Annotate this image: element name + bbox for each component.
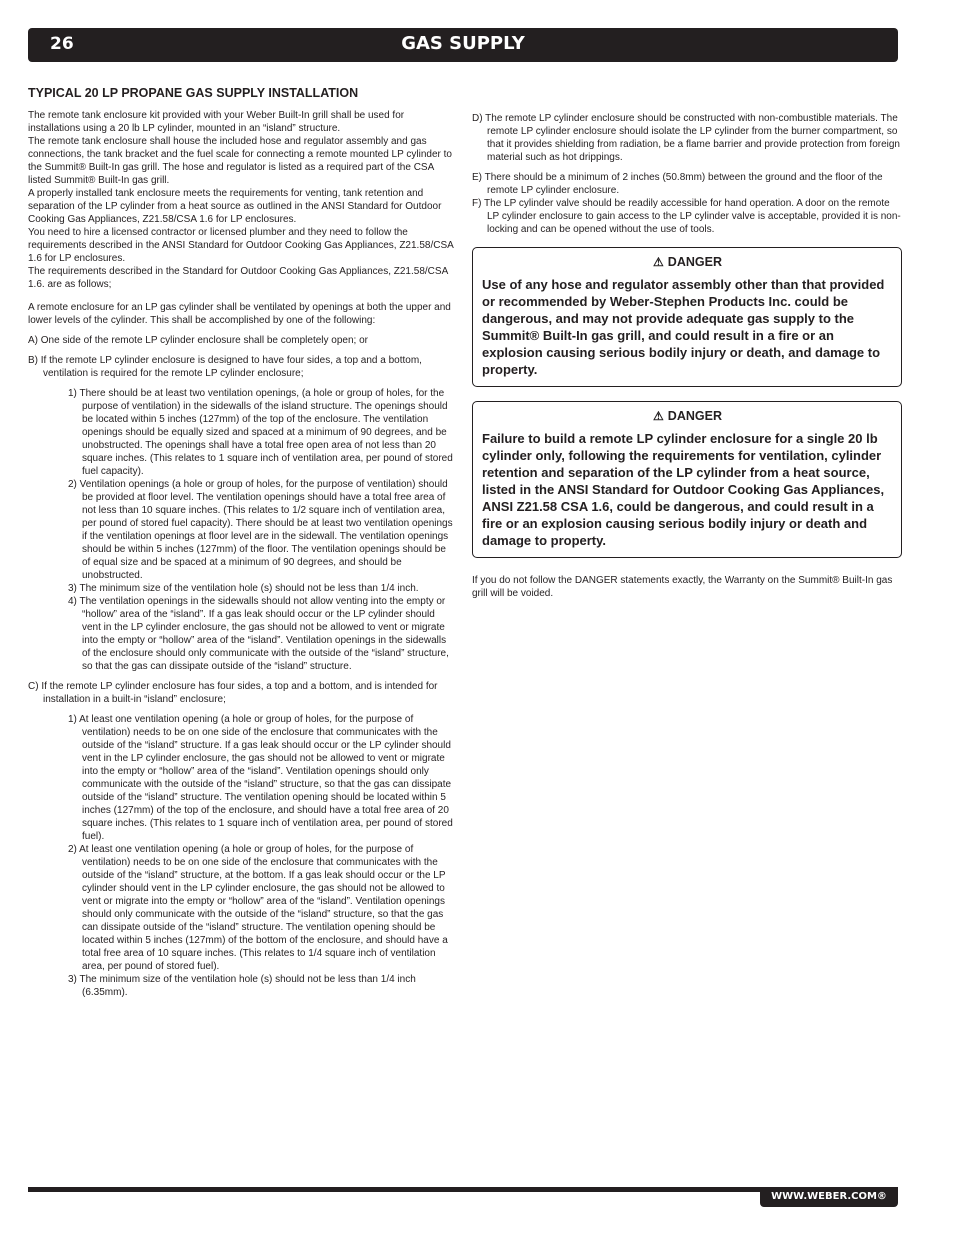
option-c: C) If the remote LP cylinder enclosure has four sides, a top and a bottom, and is intended for installation in a built-in “island” enclosure; — [28, 681, 438, 705]
section-heading: TYPICAL 20 LP PROPANE GAS SUPPLY INSTALLATION — [28, 86, 359, 100]
intro-paragraph: The remote tank enclosure kit provided with your Weber Built-In grill shall be used for installations using a 20 lb LP cylinder, mounted in an “island” structure. — [28, 110, 405, 134]
option-c-item: 2) At least one ventilation opening (a hole or group of holes, for the purpose of ventilation) needs to be on one side of the enclosure that communicates with the outside of the “island” structure, at the bottom. If a gas leak should occur or the LP cylinder should vent in the LP cylinder enclosure, the gas should not be allowed to vent or migrate into the empty or “hollow” area of the “island”. Ventilation openings should only communicate with the outside of the “island” structure, so that the gas can dissipate outside of the “island” structure. The ventilation opening should be located within 5 inches (127mm) of the bottom of the enclosure, and should have a total free area of 10 square inches. (This relates to 1/4 square inch of ventilation area, per pound of stored fuel). — [68, 844, 448, 972]
left-column — [28, 86, 456, 999]
danger-box-hose — [472, 247, 902, 387]
page-number: 26 — [50, 34, 74, 54]
option-b-item: 2) Ventilation openings (a hole or group of holes, for the purpose of ventilation) should be provided at floor level. The ventilation openings should have a total free area of not less than 10 square inches. (This relates to 1/2 square inch of ventilation area, per pound of stored fuel capacity). There should be at least two ventilation openings if the ventilation openings at floor level are in the sidewall. The ventilation openings should be within 5 inches (127mm) of the floor. The ventilation openings should be of equal size and be spaced at a minimum of 90 degrees, and should be unobstructed. — [68, 479, 453, 581]
warning-triangle-icon: ⚠ — [653, 409, 664, 423]
option-c-item: 1) At least one ventilation opening (a hole or group of holes, for the purpose of ventilation) needs to be on one side of the enclosure that communicates with the outside of the “island” structure. If a gas leak should occur or the LP cylinder should vent in the LP cylinder enclosure, the gas should not be allowed to vent or migrate into the empty or “hollow” area of the “island”. Ventilation openings should only communicate with the outside of the “island” structure, so that the gas can dissipate outside of the “island” structure. The ventilation opening should be located within 5 inches (127mm) of the top of the enclosure, and should have a total free area of 20 square inches. (This relates to 1 square inch of ventilation area, per pound of stored fuel). — [68, 714, 453, 842]
intro-paragraph: A properly installed tank enclosure meets the requirements for venting, tank retention and separation of the LP cylinder from a heat source as outlined in the ANSI Standard for Outdoor Cooking Gas Appliances, Z21.58/CSA 1.6 for LP enclosures. — [28, 188, 442, 225]
right-column — [472, 112, 902, 600]
requirement-f: F) The LP cylinder valve should be readily accessible for hand operation. A door on the remote LP cylinder enclosure to gain access to the LP cylinder valve is acceptable, provided it is non-locking and can be opened without the use of tools. — [472, 198, 901, 235]
danger-title: ⚠ DANGER — [653, 409, 722, 423]
danger-title: ⚠ DANGER — [653, 255, 722, 269]
option-b-item: 4) The ventilation openings in the sidewalls should not allow venting into the empty or “hollow” area of the “island”. If a gas leak should occur or the LP cylinder should vent in the LP cylinder enclosure, the gas should not be allowed to vent or migrate into the empty or “hollow” area of the “island”. Ventilation openings in the sidewalls of the enclosure should only communicate with the outside of the “island” structure, so that the gas can dissipate outside of the “island” structure. — [68, 596, 449, 672]
option-b-item: 1) There should be at least two ventilation openings, (a hole or group of holes, for the purpose of ventilation) in the sidewalls of the island structure. The openings should be located within 5 inches (127mm) of the top of the enclosure. The ventilation openings should be equally sized and spaced at a minimum of 90 degrees, and be unobstructed. The openings shall have a total free open area of not less than 20 square inches. (This relates to 1 square inch of ventilation area, per pound of stored fuel capacity). — [68, 388, 453, 477]
section-title: GAS SUPPLY — [401, 33, 525, 54]
option-a: A) One side of the remote LP cylinder enclosure shall be completely open; or — [28, 335, 368, 346]
option-c-item: 3) The minimum size of the ventilation hole (s) should not be less than 1/4 inch (6.35mm). — [68, 974, 416, 998]
danger-box-enclosure — [472, 401, 902, 558]
requirement-d: D) The remote LP cylinder enclosure should be constructed with non-combustible materials. The remote LP cylinder enclosure should isolate the LP cylinder from the burner compartment, so that it provides shielding from radiation, be a flame barrier and provide protection from foreign material such as hot drippings. — [472, 113, 900, 163]
intro-paragraph: The remote tank enclosure shall house the included hose and regulator assembly and gas connections, the tank bracket and the fuel scale for connecting a remote mounted LP cylinder to the Summit® Built-In gas grill. The hose and regulator is listed as a required part of the CSA listed Summit® Built-In gas grill. — [28, 136, 452, 186]
ventilation-paragraph: A remote enclosure for an LP gas cylinder shall be ventilated by openings at both the upper and lower levels of the cylinder. This shall be accomplished by one of the following: — [28, 302, 451, 326]
warning-triangle-icon: ⚠ — [653, 255, 664, 269]
danger-text: Use of any hose and regulator assembly other than that provided or recommended by Weber-Stephen Products Inc. could be dangerous, and may not provide adequate gas supply to the Summit® Built-In gas grill, and could result in a fire or an explosion causing serious bodily injury or death, and damage to property. — [482, 277, 885, 377]
page-header — [28, 28, 898, 62]
danger-text: Failure to build a remote LP cylinder enclosure for a single 20 lb cylinder only, following the requirements for ventilation, cylinder retention and separation of the LP cylinder from a heat source, listed in the ANSI Standard for Outdoor Cooking Gas Appliances, ANSI Z21.58 CSA 1.6, could be dangerous, and could result in a fire or an explosion causing serious bodily injury or death and damage to property. — [482, 431, 885, 548]
option-b-item: 3) The minimum size of the ventilation hole (s) should not be less than 1/4 inch. — [68, 583, 419, 594]
intro-paragraph: You need to hire a licensed contractor or licensed plumber and they need to follow the requirements described in the ANSI Standard for Outdoor Cooking Gas Appliances, Z21.58/CSA 1.6 for LP enclosures. — [28, 227, 454, 264]
warranty-note: If you do not follow the DANGER statements exactly, the Warranty on the Summit® Built-In gas grill will be voided. — [472, 575, 893, 599]
intro-paragraph: The requirements described in the Standard for Outdoor Cooking Gas Appliances, Z21.58/CSA 1.6. are as follows; — [28, 266, 448, 290]
option-b: B) If the remote LP cylinder enclosure is designed to have four sides, a top and a bottom, ventilation is required for the remote LP cylinder enclosure; — [28, 355, 422, 379]
footer-website-link[interactable]: WWW.WEBER.COM® — [760, 1187, 898, 1207]
requirement-e: E) There should be a minimum of 2 inches (50.8mm) between the ground and the floor of the remote LP cylinder enclosure. — [472, 172, 883, 196]
